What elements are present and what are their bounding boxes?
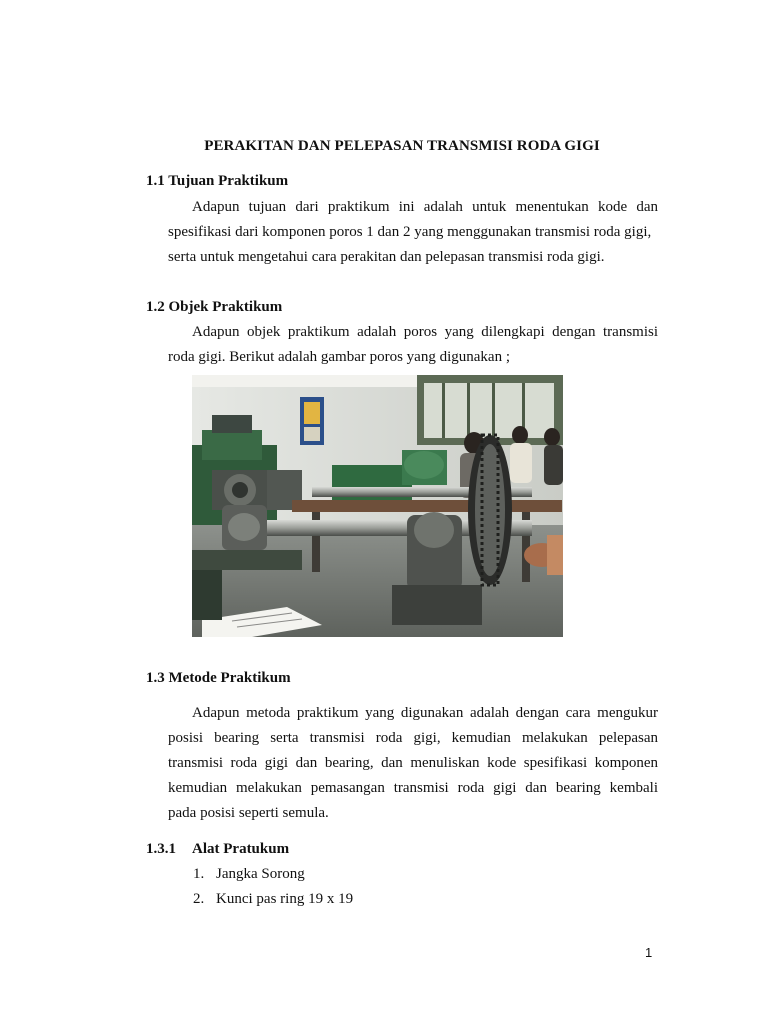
paragraph-line: roda gigi. Berikut adalah gambar poros yang digunakan ; xyxy=(168,349,510,365)
paragraph-tujuan xyxy=(168,195,658,270)
workshop-photo-illustration xyxy=(192,375,563,637)
paragraph-metode xyxy=(168,701,658,826)
document-title: PERAKITAN DAN PELEPASAN TRANSMISI RODA GIGI xyxy=(204,138,600,154)
list-item-text: Jangka Sorong xyxy=(216,866,305,882)
subsection-title: Alat Pratukum xyxy=(192,841,290,857)
subsection-number: 1.3.1 xyxy=(146,841,176,857)
list-item-number: 2. xyxy=(193,891,205,907)
paragraph-line: kemudian melakukan pemasangan transmisi roda gigi dan bearing kembali xyxy=(168,780,658,796)
list-item-number: 1. xyxy=(193,866,205,882)
paragraph-line: posisi bearing serta transmisi roda gigi, kemudian melakukan pelepasan xyxy=(168,730,658,746)
paragraph-line: pada posisi seperti semula. xyxy=(168,805,329,821)
list-item-text: Kunci pas ring 19 x 19 xyxy=(216,891,354,907)
paragraph-line: transmisi roda gigi dan bearing, dan menuliskan kode spesifikasi komponen xyxy=(168,755,658,771)
section-heading-metode: 1.3 Metode Praktikum xyxy=(146,670,291,686)
paragraph-line: spesifikasi dari komponen poros 1 dan 2 yang menggunakan transmisi roda gigi, xyxy=(168,224,652,240)
list-item xyxy=(193,862,353,887)
paragraph-line: serta untuk mengetahui cara perakitan dan pelepasan transmisi roda gigi. xyxy=(168,249,605,265)
paragraph-line: Adapun metoda praktikum yang digunakan adalah dengan cara mengukur xyxy=(192,705,658,721)
paragraph-line: Adapun objek praktikum adalah poros yang dilengkapi dengan transmisi xyxy=(192,324,658,340)
paragraph-line: Adapun tujuan dari praktikum ini adalah untuk menentukan kode dan xyxy=(192,199,658,215)
page-number: 1 xyxy=(645,945,653,960)
section-heading-objek: 1.2 Objek Praktikum xyxy=(146,299,283,315)
list-item xyxy=(193,887,353,912)
alat-list xyxy=(193,862,353,912)
subsection-heading-alat xyxy=(146,841,289,858)
section-heading-tujuan: 1.1 Tujuan Praktikum xyxy=(146,173,289,189)
workshop-photo xyxy=(192,375,563,637)
paragraph-objek xyxy=(168,320,658,370)
